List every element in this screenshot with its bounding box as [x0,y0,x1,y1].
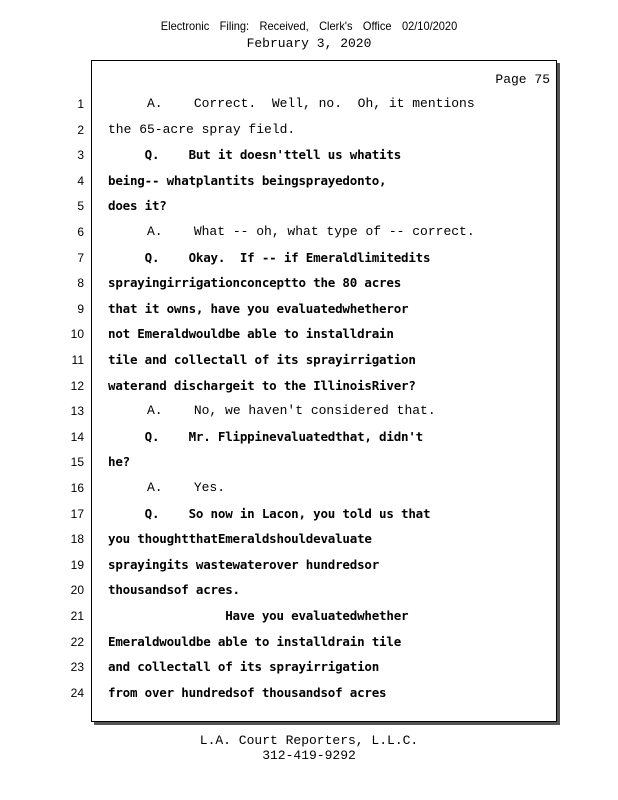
margin-rule [91,90,92,710]
transcript-line: that it owns, have you evaluatedwhetheror [108,301,409,316]
transcript-line: A. No, we haven't considered that. [108,403,436,418]
line-number: 17 [70,507,84,521]
transcript-line: sprayingits wastewaterover hundredsor [108,557,380,572]
transcript-line: A. Yes. [108,480,226,495]
line-number: 16 [70,481,84,495]
line-number: 9 [77,302,84,316]
transcript-line: Q. Okay. If -- if Emeraldlimitedits [108,250,431,265]
line-number: 3 [77,148,84,162]
line-number: 6 [77,225,84,239]
transcript-line: A. Correct. Well, no. Oh, it mentions [108,96,475,111]
line-number: 14 [70,430,84,444]
line-number: 5 [77,199,84,213]
transcript-line: sprayingirrigationconceptto the 80 acres [108,275,402,290]
transcript-line: he? [108,454,130,469]
transcript-line: A. What -- oh, what type of -- correct. [108,224,475,239]
transcript-line: the 65-acre spray field. [108,122,296,137]
court-reporter-phone: 312-419-9292 [262,748,356,763]
line-number: 15 [70,455,84,469]
transcript-line: thousandsof acres. [108,582,240,597]
line-number: 22 [70,635,84,649]
line-number: 20 [70,583,84,597]
line-number: 23 [70,660,84,674]
transcript-line: not Emeraldwouldbe able to installdrain [108,326,394,341]
transcript-line: and collectall of its sprayirrigation [108,659,380,674]
transcript-line: Q. But it doesn'ttell us whatits [108,147,402,162]
line-number: 12 [70,379,84,393]
transcript-line: Q. So now in Lacon, you told us that [108,506,431,521]
line-number: 24 [70,686,84,700]
filing-stamp: Electronic Filing: Received, Clerk's Office 02/10/2020 [160,19,458,33]
transcript-line: you thoughtthatEmeraldshouldevaluate [108,531,372,546]
transcript-line: waterand dischargeit to the IllinoisRiver? [108,378,416,393]
transcript-line: from over hundredsof thousandsof acres [108,685,387,700]
transcript-line: tile and collectall of its sprayirrigation [108,352,416,367]
line-number: 10 [70,327,84,341]
line-number: 2 [77,123,84,137]
line-number: 8 [77,276,84,290]
transcript-line: Q. Mr. Flippinevaluatedthat, didn't [108,429,424,444]
page-number: Page 75 [495,72,550,87]
line-number: 4 [77,174,84,188]
transcript-line: Have you evaluatedwhether [108,608,409,623]
line-number: 7 [77,251,84,265]
transcript-line: Emeraldwouldbe able to installdrain tile [108,634,402,649]
line-number: 1 [77,97,84,111]
line-number: 11 [71,353,84,367]
transcript-line: being-- whatplantits beingsprayedonto, [108,173,387,188]
line-number: 18 [70,532,84,546]
transcript-line: does it? [108,198,167,213]
document-date: February 3, 2020 [246,36,372,51]
line-number: 19 [70,558,84,572]
court-reporter-name: L.A. Court Reporters, L.L.C. [199,733,419,748]
line-number: 13 [70,404,84,418]
line-number: 21 [70,609,84,623]
